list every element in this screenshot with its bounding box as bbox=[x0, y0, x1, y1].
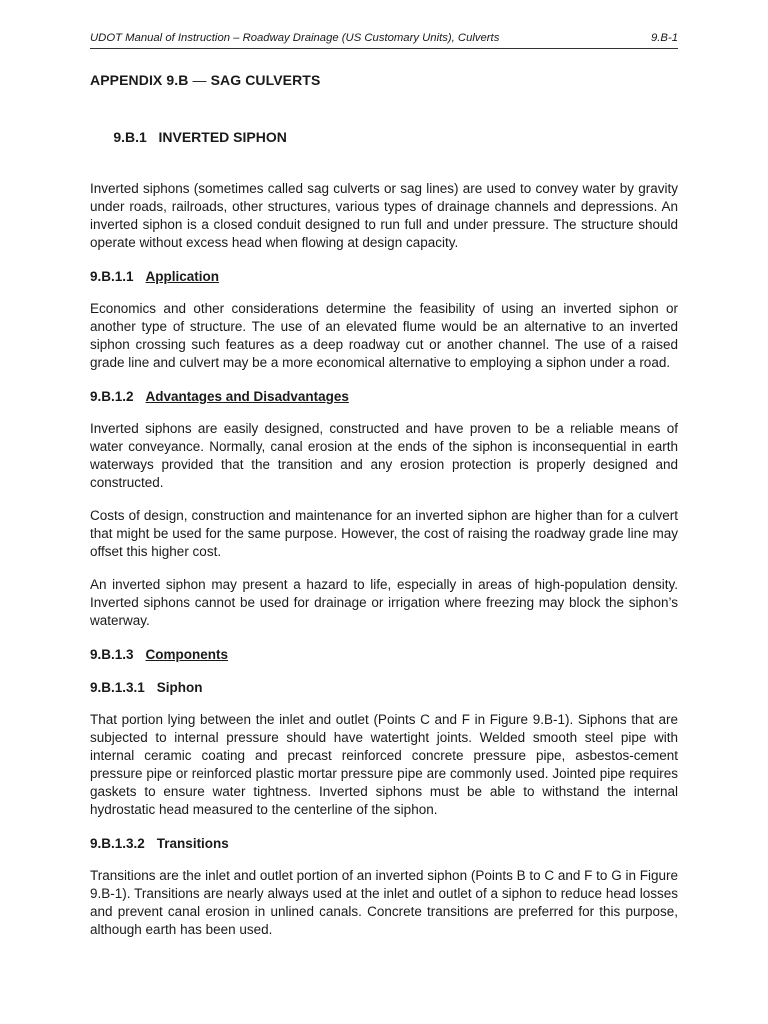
subsection-heading-transitions bbox=[90, 834, 678, 854]
paragraph-advantages-2: Costs of design, construction and maintenance for an inverted siphon are higher than for a culvert that might be used for the same purpose. However, the cost of raising the roadway grade line may offset this higher cost. bbox=[90, 508, 678, 559]
paragraph-inverted-siphon: Inverted siphons (sometimes called sag culverts or sag lines) are used to convey water by gravity under roads, railroads, other structures, various types of drainage channels and depressions. An inverted siphon is a closed conduit designed to run full and under pressure. The structure should operate without excess head when flowing at design capacity. bbox=[90, 181, 678, 250]
subsection-number: 9.B.1.3.1 bbox=[90, 680, 145, 695]
paragraph-transitions: Transitions are the inlet and outlet portion of an inverted siphon (Points B to C and F to G in Figure 9.B-1). Transitions are nearly always used at the inlet and outlet of a siphon to reduce head losses and prevent canal erosion in unlined canals. Concrete transitions are preferred for this purpose, although earth has been used. bbox=[90, 868, 678, 937]
subsection-number: 9.B.1.2 bbox=[90, 389, 134, 404]
subsection-title: Application bbox=[145, 269, 220, 284]
paragraph-siphon: That portion lying between the inlet and outlet (Points C and F in Figure 9.B-1). Siphons that are subjected to internal pressure should have watertight joints. Welded smooth steel pipe with internal ceramic coating and precast reinforced concrete pressure pipe, asbestos-cement pressure pipe or reinforced plastic mortar pressure pipe are commonly used. Jointed pipe requires gaskets to ensure water tightness. Inverted siphons must be able to withstand the internal hydrostatic head measured to the centerline of the siphon. bbox=[90, 712, 678, 817]
header-page-number: 9.B-1 bbox=[650, 32, 678, 44]
section-heading-text: 9.B.1 INVERTED SIPHON bbox=[113, 129, 287, 145]
subsection-number: 9.B.1.3.2 bbox=[90, 836, 145, 851]
subsection-number: 9.B.1.1 bbox=[90, 269, 134, 284]
subsection-heading-application bbox=[90, 267, 678, 287]
subsection-heading-components bbox=[90, 645, 678, 665]
subsection-title: Components bbox=[145, 647, 229, 662]
appendix-title bbox=[90, 70, 678, 90]
subsection-title: Advantages and Disadvantages bbox=[145, 389, 349, 404]
subsection-title: Siphon bbox=[156, 680, 203, 695]
appendix-title-sub: SAG CULVERTS bbox=[210, 72, 321, 88]
subsection-number: 9.B.1.3 bbox=[90, 647, 134, 662]
appendix-title-dash: — bbox=[192, 72, 207, 88]
paragraph-application: Economics and other considerations determine the feasibility of using an inverted siphon or another type of structure. The use of an elevated flume would be an alternative to an inverted siphon crossing such features as a deep roadway cut or another channel. The use of a raised grade line and culvert may be a more economical alternative to employing a siphon under a road. bbox=[90, 301, 678, 370]
document-body bbox=[90, 70, 678, 954]
subsection-heading-siphon bbox=[90, 678, 678, 698]
paragraph-advantages-3: An inverted siphon may present a hazard to life, especially in areas of high-population density. Inverted siphons cannot be used for drainage or irrigation where freezing may block the siphon’s waterway. bbox=[90, 577, 678, 628]
running-header bbox=[90, 30, 678, 49]
subsection-title: Transitions bbox=[156, 836, 229, 851]
subsection-heading-advantages bbox=[90, 387, 678, 407]
header-manual-title: UDOT Manual of Instruction – Roadway Drainage (US Customary Units), Culverts bbox=[90, 32, 500, 44]
appendix-title-main: APPENDIX 9.B bbox=[90, 72, 189, 88]
section-heading-inverted-siphon bbox=[90, 107, 678, 167]
paragraph-advantages-1: Inverted siphons are easily designed, constructed and have proven to be a reliable means of water conveyance. Normally, canal erosion at the ends of the siphon is inconsequential in earth waterways provided that the transition and any erosion protection is properly designed and constructed. bbox=[90, 421, 678, 490]
